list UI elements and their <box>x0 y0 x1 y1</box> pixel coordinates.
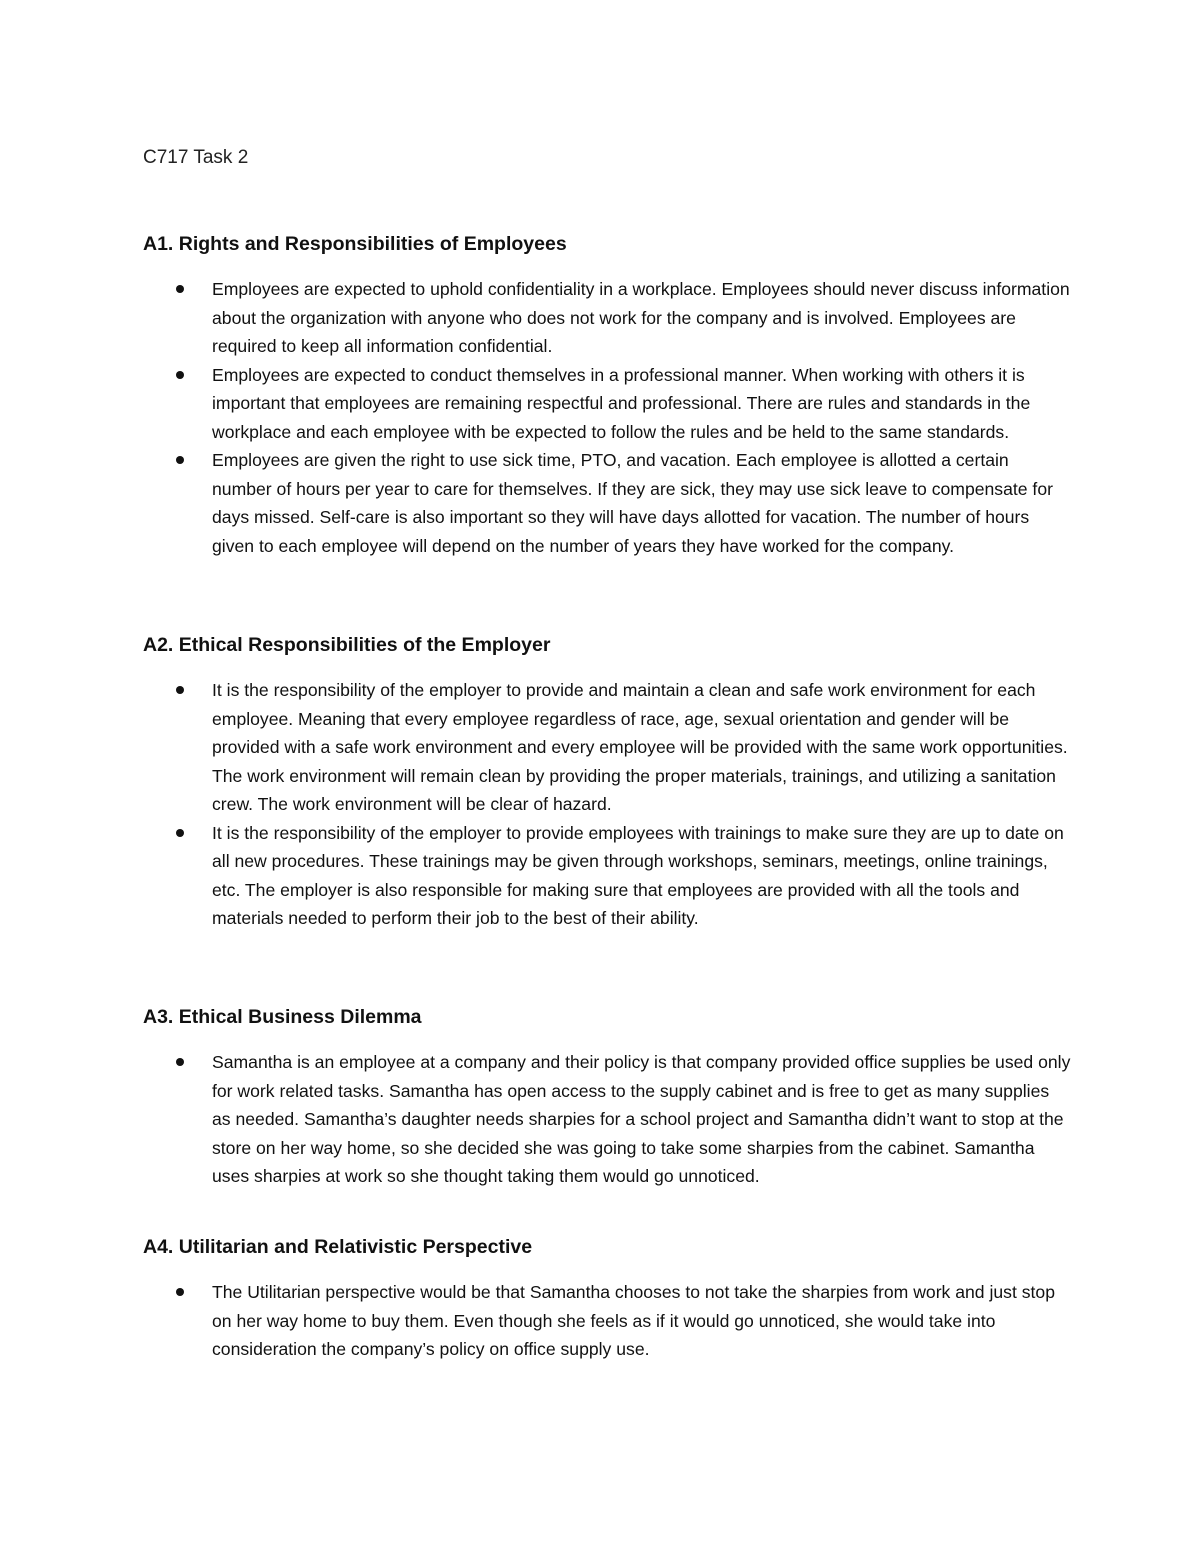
bullet-text: Samantha is an employee at a company and their policy is that company provided office supplies be used only for work related tasks. Samantha has open access to the supply cabinet and is free to get as many supplies as needed. Samantha’s daughter needs sharpies for a school project and Samantha didn’t want to stop at the store on her way home, so she decided she was going to take some sharpies from the cabinet. Samantha uses sharpies at work so she thought taking them would go unnoticed. <box>212 1052 1071 1186</box>
section-a1-list <box>143 275 1073 560</box>
section-heading-a1: A1. Rights and Responsibilities of Employees <box>143 233 567 255</box>
bullet-icon <box>176 371 184 379</box>
document-title: C717 Task 2 <box>143 147 249 168</box>
list-item <box>143 275 1073 361</box>
section-a4-list <box>143 1278 1073 1364</box>
list-item <box>143 1278 1073 1364</box>
bullet-icon <box>176 285 184 293</box>
bullet-text: Employees are expected to uphold confidentiality in a workplace. Employees should never discuss information about the organization with anyone who does not work for the company and is involved. Employees are required to keep all information confidential. <box>212 279 1070 356</box>
list-item <box>143 819 1073 933</box>
bullet-icon <box>176 829 184 837</box>
bullet-icon <box>176 1058 184 1066</box>
list-item <box>143 676 1073 819</box>
list-item <box>143 446 1073 560</box>
section-heading-a3: A3. Ethical Business Dilemma <box>143 1006 422 1028</box>
bullet-text: Employees are given the right to use sick time, PTO, and vacation. Each employee is allotted a certain number of hours per year to care for themselves. If they are sick, they may use sick leave to compensate for days missed. Self-care is also important so they will have days allotted for vacation. The number of hours given to each employee will depend on the number of years they have worked for the company. <box>212 450 1053 556</box>
bullet-icon <box>176 686 184 694</box>
bullet-icon <box>176 1288 184 1296</box>
bullet-text: Employees are expected to conduct themselves in a professional manner. When working with others it is important that employees are remaining respectful and professional. There are rules and standards in the workplace and each employee with be expected to follow the rules and be held to the same standards. <box>212 364 1031 442</box>
section-heading-a2: A2. Ethical Responsibilities of the Employer <box>143 634 551 656</box>
section-a3-list <box>143 1048 1073 1191</box>
section-heading-a4: A4. Utilitarian and Relativistic Perspective <box>143 1236 533 1258</box>
bullet-text: The Utilitarian perspective would be that Samantha chooses to not take the sharpies from work and just stop on her way home to buy them. Even though she feels as if it would go unnoticed, she would take into consideration the company’s policy on office supply use. <box>212 1282 1055 1359</box>
bullet-icon <box>176 456 184 464</box>
list-item <box>143 1048 1073 1191</box>
bullet-text: It is the responsibility of the employer to provide employees with trainings to make sure they are up to date on all new procedures. These trainings may be given through workshops, seminars, meetings, online trainings, etc. The employer is also responsible for making sure that employees are provided with all the tools and materials needed to perform their job to the best of their ability. <box>212 822 1064 928</box>
section-a2-list <box>143 676 1073 933</box>
list-item <box>143 361 1073 447</box>
bullet-text: It is the responsibility of the employer to provide and maintain a clean and safe work environment for each employee. Meaning that every employee regardless of race, age, sexual orientation and gender will be provided with a safe work environment and every employee will be provided with the same work opportunities. The work environment will remain clean by providing the proper materials, trainings, and utilizing a sanitation crew. The work environment will be clear of hazard. <box>212 680 1068 814</box>
